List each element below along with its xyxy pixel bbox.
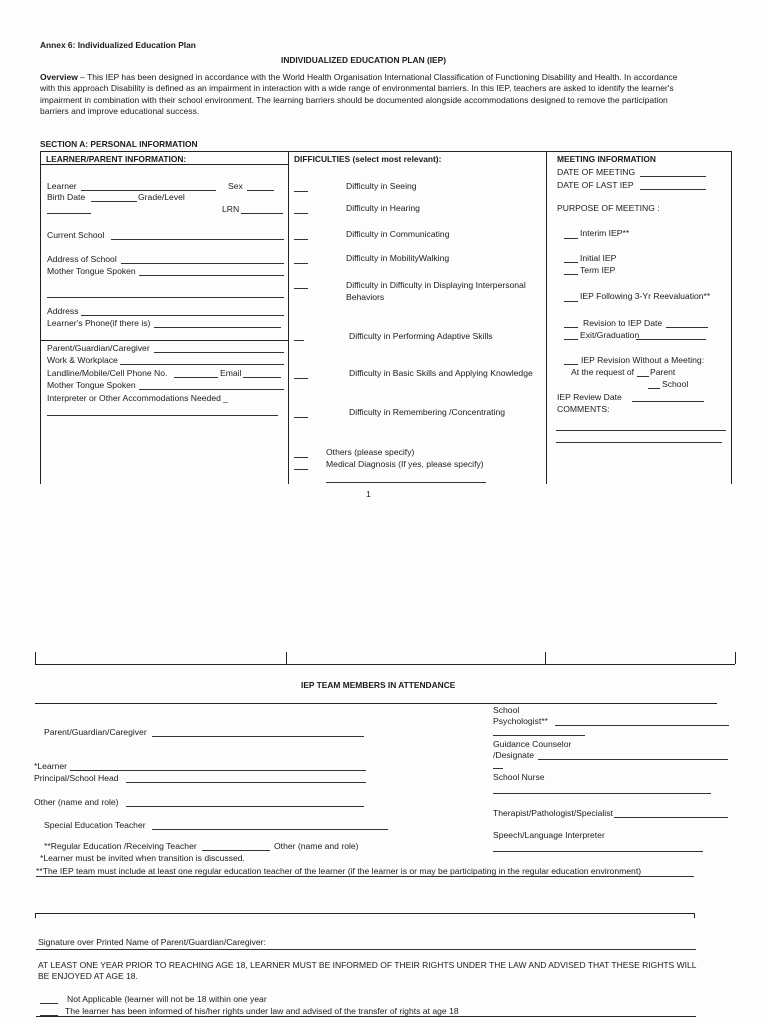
learner-label: Learner bbox=[47, 181, 77, 191]
comments-line-1[interactable] bbox=[556, 430, 726, 431]
checkbox-school[interactable] bbox=[648, 388, 660, 389]
address-of-school-field[interactable] bbox=[121, 263, 284, 264]
team-guidance-label-1: Guidance Counselor bbox=[493, 739, 572, 749]
team-therapist-field[interactable] bbox=[614, 817, 728, 818]
signature-underline[interactable] bbox=[36, 949, 696, 950]
continued-right bbox=[735, 652, 736, 664]
checkbox-mobility[interactable] bbox=[294, 263, 308, 264]
checkbox-initial[interactable] bbox=[564, 262, 578, 263]
mother-tongue-2-label: Mother Tongue Spoken bbox=[47, 380, 136, 390]
medical-specify-field[interactable] bbox=[326, 482, 486, 483]
checkbox-not-applicable[interactable] bbox=[40, 1003, 58, 1004]
team-principal-field[interactable] bbox=[126, 782, 366, 783]
learners-phone-field[interactable] bbox=[154, 327, 281, 328]
mother-tongue-field[interactable] bbox=[139, 275, 284, 276]
current-school-label: Current School bbox=[47, 230, 105, 240]
team-psych-label-1: School bbox=[493, 705, 520, 715]
not-applicable-label: Not Applicable (learner will not be 18 within one year bbox=[67, 994, 267, 1004]
purpose-label: PURPOSE OF MEETING : bbox=[557, 203, 660, 213]
team-guidance-field[interactable] bbox=[538, 759, 728, 760]
table-divider-2 bbox=[546, 151, 547, 484]
parent-guardian-label: Parent/Guardian/Caregiver bbox=[47, 343, 150, 353]
team-parent-label: Parent/Guardian/Caregiver bbox=[44, 727, 147, 737]
school-option: School bbox=[662, 379, 689, 389]
footer-left-tick bbox=[35, 913, 36, 918]
team-other2-label: Other (name and role) bbox=[274, 841, 359, 851]
team-note-1: *Learner must be invited when transition is discussed. bbox=[40, 853, 245, 863]
team-other-field[interactable] bbox=[126, 806, 364, 807]
address-field[interactable] bbox=[81, 315, 284, 316]
work-workplace-label: Work & Workplace bbox=[47, 355, 118, 365]
date-of-last-iep-field[interactable] bbox=[640, 189, 706, 190]
checkbox-remembering[interactable] bbox=[294, 417, 308, 418]
team-other-label: Other (name and role) bbox=[34, 797, 119, 807]
checkbox-basic-skills[interactable] bbox=[294, 378, 308, 379]
difficulty-basic-skills: Difficulty in Basic Skills and Applying Knowledge bbox=[349, 368, 533, 378]
checkbox-seeing[interactable] bbox=[294, 191, 308, 192]
difficulty-hearing: Difficulty in Hearing bbox=[346, 203, 420, 213]
team-psych-label-2: Psychologist** bbox=[493, 716, 548, 726]
revision-label: Revision to IEP Date bbox=[583, 318, 663, 328]
date-of-meeting-field[interactable] bbox=[640, 176, 706, 177]
initial-label: Initial IEP bbox=[580, 253, 617, 263]
checkbox-exit[interactable] bbox=[564, 339, 578, 340]
exit-field[interactable] bbox=[636, 339, 706, 340]
checkbox-interpersonal[interactable] bbox=[294, 288, 308, 289]
team-note-underline bbox=[36, 876, 694, 877]
table-top-border bbox=[40, 151, 732, 152]
checkbox-adaptive[interactable] bbox=[294, 340, 304, 341]
birth-date-label: Birth Date bbox=[47, 192, 86, 202]
checkbox-following[interactable] bbox=[564, 301, 578, 302]
grade-level-field[interactable] bbox=[47, 213, 91, 214]
table-divider-1 bbox=[288, 151, 289, 484]
team-psych-field[interactable] bbox=[555, 725, 729, 726]
page-title: INDIVIDUALIZED EDUCATION PLAN (IEP) bbox=[281, 55, 447, 65]
team-nurse-mark[interactable] bbox=[493, 768, 503, 769]
landline-field[interactable] bbox=[174, 377, 218, 378]
team-speech-field[interactable] bbox=[493, 851, 703, 852]
difficulty-communicating: Difficulty in Communicating bbox=[346, 229, 450, 239]
review-date-field[interactable] bbox=[632, 401, 704, 402]
difficulty-seeing: Difficulty in Seeing bbox=[346, 181, 417, 191]
team-speech-label: Speech/Language Interpreter bbox=[493, 830, 605, 840]
continued-divider-1 bbox=[286, 652, 287, 664]
landline-label: Landline/Mobile/Cell Phone No. bbox=[47, 368, 168, 378]
difficulty-interpersonal: Difficulty in Difficulty in Displaying Interpersonal bbox=[346, 280, 526, 290]
revision-without-label: IEP Revision Without a Meeting: bbox=[581, 355, 705, 365]
footer-top-line bbox=[35, 913, 695, 914]
signature-label: Signature over Printed Name of Parent/Guardian/Caregiver: bbox=[38, 937, 266, 947]
difficulty-medical: Medical Diagnosis (If yes, please specify) bbox=[326, 459, 484, 469]
overview-text: – This IEP has been designed in accordance with the World Health Organisation International Classification of Functioning Disability and Health. In accordance with this approach Disability is defined as an impairment in interaction with a wide range of environmental barriers. In this IEP, teachers are asked to identify the learner's impairment in combination with their school environment. The learning barriers should be documented alongside accommodations designed to remove the participation barriers and improve educational success. bbox=[40, 72, 678, 116]
continued-left bbox=[35, 652, 36, 664]
continued-divider-2 bbox=[545, 652, 546, 664]
difficulty-mobility: Difficulty in MobilityWalking bbox=[346, 253, 450, 263]
difficulty-adaptive: Difficulty in Performing Adaptive Skills bbox=[349, 331, 493, 341]
table-right-border bbox=[731, 151, 732, 484]
blank-line[interactable] bbox=[47, 297, 284, 298]
at-request-label: At the request of bbox=[571, 367, 635, 377]
difficulty-interpersonal-cont: Behaviors bbox=[346, 292, 385, 302]
checkbox-revision[interactable] bbox=[564, 327, 578, 328]
lrn-field[interactable] bbox=[241, 213, 283, 214]
checkbox-hearing[interactable] bbox=[294, 213, 308, 214]
col-meeting-header: MEETING INFORMATION bbox=[557, 154, 656, 164]
grade-level-label: Grade/Level bbox=[138, 192, 185, 202]
table-left-border bbox=[40, 151, 41, 484]
team-principal-label: Principal/School Head bbox=[34, 773, 119, 783]
team-nurse-field[interactable] bbox=[493, 793, 711, 794]
team-parent-field[interactable] bbox=[152, 736, 364, 737]
checkbox-others[interactable] bbox=[294, 457, 308, 458]
team-title: IEP TEAM MEMBERS IN ATTENDANCE bbox=[301, 680, 456, 690]
checkbox-parent[interactable] bbox=[637, 376, 649, 377]
address-label: Address bbox=[47, 306, 79, 316]
difficulty-remembering: Difficulty in Remembering /Concentrating bbox=[349, 407, 506, 417]
section-a-title: SECTION A: PERSONAL INFORMATION bbox=[40, 139, 198, 149]
team-guidance-label-2: /Designate bbox=[493, 750, 535, 760]
birth-date-field[interactable] bbox=[91, 201, 137, 202]
checkbox-term[interactable] bbox=[564, 274, 578, 275]
footer-right-tick bbox=[694, 913, 695, 918]
lrn-label: LRN bbox=[222, 204, 240, 214]
age18-notice: AT LEAST ONE YEAR PRIOR TO REACHING AGE 18, LEARNER MUST BE INFORMED OF THEIR RIGHTS UNDER THE LAW AND ADVISED THAT THESE RIGHTS WILL BE ENJOYED AT AGE 18. bbox=[38, 960, 697, 982]
work-workplace-field[interactable] bbox=[120, 364, 284, 365]
checkbox-medical[interactable] bbox=[294, 469, 308, 470]
interpreter-field[interactable] bbox=[47, 415, 278, 416]
overview-label: Overview bbox=[40, 72, 78, 82]
mother-tongue-2-field[interactable] bbox=[139, 389, 284, 390]
checkbox-communicating[interactable] bbox=[294, 239, 308, 240]
comments-line-2[interactable] bbox=[556, 442, 722, 443]
parent-option: Parent bbox=[650, 367, 676, 377]
exit-label: Exit/Graduation bbox=[580, 330, 640, 340]
checkbox-interim[interactable] bbox=[564, 238, 578, 239]
team-regular-field[interactable] bbox=[202, 850, 270, 851]
address-of-school-label: Address of School bbox=[47, 254, 117, 264]
annex-title: Annex 6: Individualized Education Plan bbox=[40, 40, 196, 50]
team-top-line bbox=[35, 703, 717, 704]
sex-label: Sex bbox=[228, 181, 243, 191]
team-nurse-label: School Nurse bbox=[493, 772, 545, 782]
team-note-2: **The IEP team must include at least one regular education teacher of the learner (if the learner is or may be participating in the regular education environment) bbox=[36, 866, 642, 876]
difficulty-others: Others (please specify) bbox=[326, 447, 415, 457]
learners-phone-label: Learner's Phone(if there is) bbox=[47, 318, 151, 328]
date-of-meeting-label: DATE OF MEETING bbox=[557, 167, 636, 177]
col1-header-underline bbox=[40, 164, 288, 165]
col-difficulties-header: DIFFICULTIES (select most relevant): bbox=[294, 154, 442, 164]
checkbox-revision-without[interactable] bbox=[564, 364, 578, 365]
revision-date-field[interactable] bbox=[666, 327, 708, 328]
informed-label: The learner has been informed of his/her rights under law and advised of the transfer of rights at age 18 bbox=[65, 1006, 459, 1016]
following-label: IEP Following 3-Yr Reevaluation** bbox=[580, 291, 711, 301]
date-of-last-iep-label: DATE OF LAST IEP bbox=[557, 180, 634, 190]
current-school-field[interactable] bbox=[111, 239, 284, 240]
term-label: Term IEP bbox=[580, 265, 616, 275]
interpreter-label: Interpreter or Other Accommodations Needed _ bbox=[47, 393, 229, 403]
team-learner-label: *Learner bbox=[34, 761, 67, 771]
footer-bottom-line bbox=[36, 1016, 696, 1017]
parent-guardian-field[interactable] bbox=[154, 352, 284, 353]
comments-label: COMMENTS: bbox=[557, 404, 610, 414]
interim-label: Interim IEP** bbox=[580, 228, 630, 238]
team-therapist-label: Therapist/Pathologist/Specialist bbox=[493, 808, 613, 818]
team-sped-field[interactable] bbox=[152, 829, 388, 830]
learner-field[interactable] bbox=[81, 190, 216, 191]
page-number: 1 bbox=[366, 489, 371, 499]
team-psych-field-2[interactable] bbox=[493, 735, 585, 736]
overview-paragraph bbox=[40, 72, 682, 117]
team-regular-label: **Regular Education /Receiving Teacher bbox=[44, 841, 197, 851]
col-learner-header: LEARNER/PARENT INFORMATION: bbox=[46, 154, 187, 164]
col1-divider bbox=[40, 340, 288, 341]
email-field[interactable] bbox=[243, 377, 281, 378]
mother-tongue-label: Mother Tongue Spoken bbox=[47, 266, 136, 276]
review-date-label: IEP Review Date bbox=[557, 392, 622, 402]
team-sped-label: Special Education Teacher bbox=[44, 820, 146, 830]
continued-table-bottom bbox=[35, 664, 735, 665]
sex-field[interactable] bbox=[247, 190, 274, 191]
email-label: Email bbox=[220, 368, 242, 378]
team-learner-field[interactable] bbox=[70, 770, 366, 771]
